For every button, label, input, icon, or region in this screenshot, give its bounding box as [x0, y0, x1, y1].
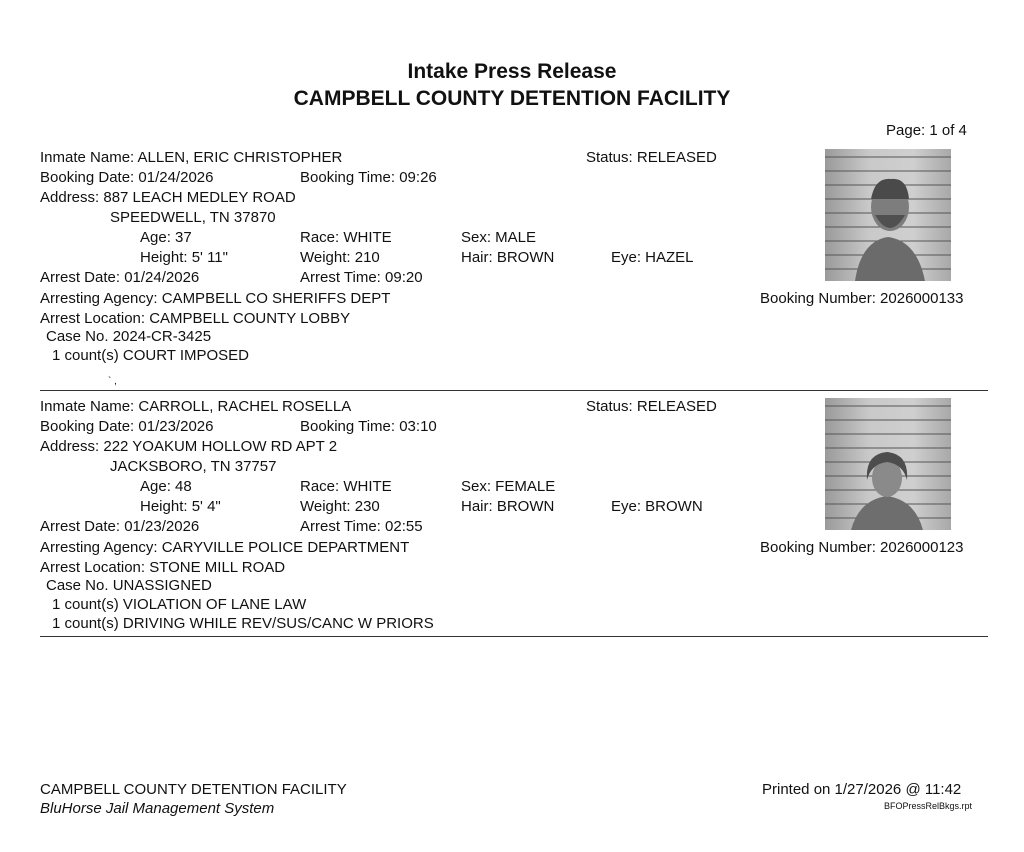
- arrest-location: Arrest Location: STONE MILL ROAD: [40, 559, 286, 576]
- arrest-date: Arrest Date: 01/23/2026: [40, 518, 200, 535]
- address-line1: Address: 887 LEACH MEDLEY ROAD: [40, 189, 296, 206]
- status: Status: RELEASED: [586, 149, 717, 166]
- weight: Weight: 210: [300, 249, 380, 266]
- race: Race: WHITE: [300, 229, 392, 246]
- booking-number: Booking Number: 2026000123: [760, 539, 964, 556]
- age: Age: 37: [140, 229, 192, 246]
- status: Status: RELEASED: [586, 398, 717, 415]
- charge-line: 1 count(s) DRIVING WHILE REV/SUS/CANC W PRIORS: [52, 615, 434, 632]
- booking-photo: [825, 149, 951, 281]
- printed-timestamp: Printed on 1/27/2026 @ 11:42: [762, 781, 962, 798]
- report-filename: BFOPressRelBkgs.rpt: [884, 801, 973, 811]
- arrest-date: Arrest Date: 01/24/2026: [40, 269, 200, 286]
- weight: Weight: 230: [300, 498, 380, 515]
- arresting-agency: Arresting Agency: CARYVILLE POLICE DEPARTMENT: [40, 539, 410, 556]
- booking-time: Booking Time: 03:10: [300, 418, 437, 435]
- booking-date: Booking Date: 01/23/2026: [40, 418, 214, 435]
- stray-marks: ` ,: [108, 376, 117, 387]
- race: Race: WHITE: [300, 478, 392, 495]
- mugshot-placeholder-icon: [825, 398, 951, 530]
- arrest-time: Arrest Time: 09:20: [300, 269, 423, 286]
- address-line1: Address: 222 YOAKUM HOLLOW RD APT 2: [40, 438, 338, 455]
- height: Height: 5' 11": [140, 249, 228, 266]
- height: Height: 5' 4": [140, 498, 221, 515]
- footer-system: BluHorse Jail Management System: [40, 800, 275, 817]
- booking-photo: [825, 398, 951, 530]
- report-title: Intake Press Release: [407, 60, 617, 83]
- case-number: Case No. 2024-CR-3425: [46, 328, 212, 345]
- address-line2: SPEEDWELL, TN 37870: [110, 209, 276, 226]
- page-indicator: Page: 1 of 4: [886, 122, 967, 139]
- eye: Eye: HAZEL: [611, 249, 694, 266]
- arrest-time: Arrest Time: 02:55: [300, 518, 423, 535]
- facility-title: CAMPBELL COUNTY DETENTION FACILITY: [293, 87, 731, 110]
- booking-time: Booking Time: 09:26: [300, 169, 437, 186]
- arrest-location: Arrest Location: CAMPBELL COUNTY LOBBY: [40, 310, 351, 327]
- age: Age: 48: [140, 478, 192, 495]
- record-divider: [40, 390, 988, 391]
- charge-line: 1 count(s) VIOLATION OF LANE LAW: [52, 596, 307, 613]
- case-number: Case No. UNASSIGNED: [46, 577, 212, 594]
- booking-date: Booking Date: 01/24/2026: [40, 169, 214, 186]
- arresting-agency: Arresting Agency: CAMPBELL CO SHERIFFS DEPT: [40, 290, 391, 307]
- inmate-name: Inmate Name: CARROLL, RACHEL ROSELLA: [40, 398, 352, 415]
- footer-facility: CAMPBELL COUNTY DETENTION FACILITY: [40, 781, 347, 798]
- record-divider: [40, 636, 988, 637]
- address-line2: JACKSBORO, TN 37757: [110, 458, 277, 475]
- sex: Sex: FEMALE: [461, 478, 556, 495]
- booking-number: Booking Number: 2026000133: [760, 290, 964, 307]
- mugshot-placeholder-icon: [825, 149, 951, 281]
- inmate-name: Inmate Name: ALLEN, ERIC CHRISTOPHER: [40, 149, 343, 166]
- hair: Hair: BROWN: [461, 249, 555, 266]
- eye: Eye: BROWN: [611, 498, 703, 515]
- hair: Hair: BROWN: [461, 498, 555, 515]
- sex: Sex: MALE: [461, 229, 537, 246]
- charge-line: 1 count(s) COURT IMPOSED: [52, 347, 249, 364]
